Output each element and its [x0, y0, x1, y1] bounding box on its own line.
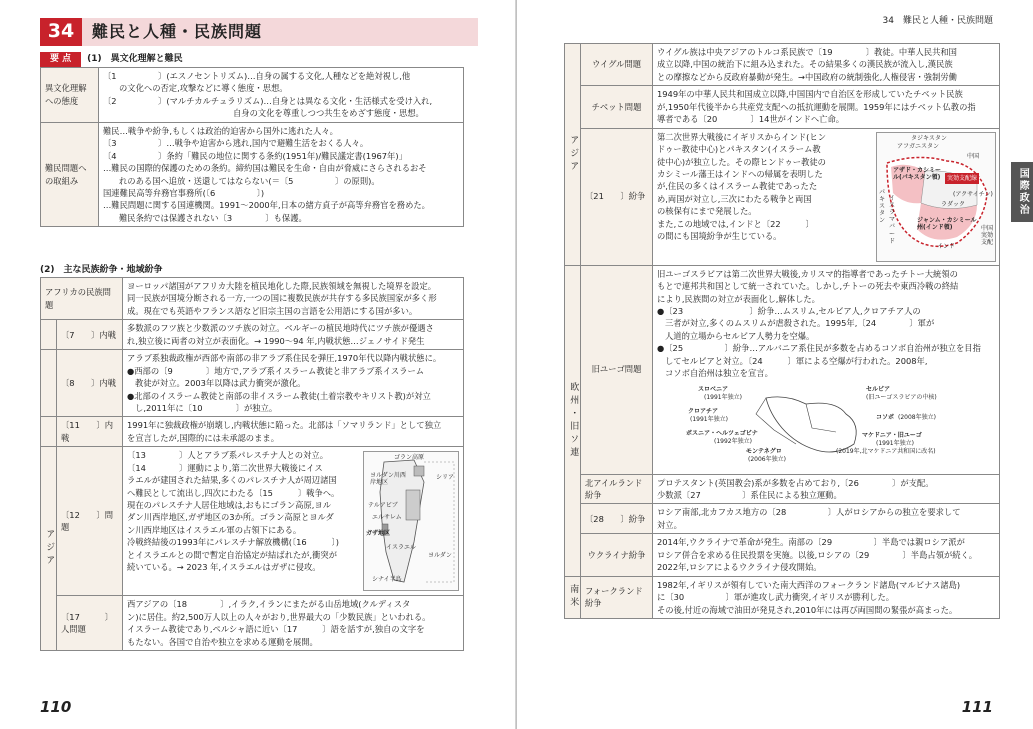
- region-europe: 欧州・旧ソ連: [565, 265, 581, 576]
- section-1-title: (1) 異文化理解と難民: [87, 54, 183, 64]
- row-label: 〔7 〕内戦: [57, 320, 123, 350]
- map-label-macedonia-year: (1991年独立): [876, 439, 914, 447]
- text-line: プロテスタント(英国教会)系が多数を占めており,〔26 〕が支配。: [657, 477, 934, 488]
- row-label: 〔8 〕内戦: [57, 350, 123, 417]
- text-line: ●〔23 〕紛争…ムスリム,セルビア人,クロアチア人の: [657, 305, 921, 316]
- row-label: 〔28 〕紛争: [581, 504, 653, 534]
- row-content: [653, 86, 1000, 128]
- map-label-islamabad: イスラマバード: [889, 194, 896, 245]
- text-line: ウイグル族は中央アジアのトルコ系民族で〔19 〕教徒。中華人民共和国: [657, 47, 957, 57]
- running-header: 34 難民と人種・民族問題: [882, 16, 993, 26]
- text-line: め,両国が対立し,三次にわたる戦争と両国: [657, 193, 812, 204]
- row-label: 旧ユーゴ問題: [581, 265, 653, 474]
- yugoslavia-map: [686, 384, 966, 470]
- text-line: ロシア南部,北カフカス地方の〔28 〕人がロシアからの独立を要求して: [657, 507, 961, 518]
- map-label-jk: ジャンム・カシミール州(インド領): [917, 216, 977, 231]
- row-content: [123, 417, 464, 447]
- row-label: 〔12 〕問題: [57, 447, 123, 596]
- text-line: コソボ自治州は独立を宣言。: [665, 368, 773, 379]
- text-line: アラブ系独裁政権が西部や南部の非アラブ系住民を弾圧,1970年代以降内戦状態に。: [127, 353, 442, 364]
- map-label-slovenia-year: (1991年独立): [704, 393, 742, 401]
- row-content: [123, 278, 464, 320]
- side-tab: 国際政治: [1011, 162, 1033, 222]
- region-asia: アジア: [41, 447, 57, 651]
- map-label-india: インド: [937, 242, 956, 250]
- map-label-serbia-note: (旧ユーゴスラビアの中核): [866, 393, 937, 401]
- map-label-croatia-year: (1991年独立): [690, 415, 728, 423]
- map-label-afghan: アフガニスタン: [897, 142, 939, 150]
- map-label-bosnia-year: (1992年独立): [714, 437, 752, 445]
- table-row: [41, 122, 464, 227]
- text-line: 2014年,ウクライナで革命が発生。南部の〔29 〕半島では親ロシア派が: [657, 537, 965, 548]
- row-content: [653, 128, 1000, 265]
- page-number-right: 111: [961, 698, 993, 717]
- row-label: フォークランド紛争: [581, 576, 653, 618]
- map-label-golan: ゴラン高原: [394, 454, 425, 462]
- text-line: してセルビアと対立。〔24 〕軍による空爆が行われた。2008年,: [665, 355, 928, 366]
- row-label: 〔17 〕人問題: [57, 596, 123, 651]
- text-line: もとで連邦共和国として統一されていた。しかし,チトーの死去や東西冷戦の終結: [657, 281, 959, 292]
- text-line: に〔30 〕軍が進攻し武力衝突,イギリスが勝利した。: [657, 592, 895, 603]
- row-content: [123, 447, 464, 596]
- table-row: [41, 596, 464, 651]
- text-line: 徒中心)が独立した。その際ヒンドゥー教徒の: [657, 156, 826, 167]
- row-content: [653, 474, 1000, 504]
- map-label-jordan: ヨルダン: [428, 552, 452, 560]
- row-label: アフリカの民族問題: [41, 278, 123, 320]
- map-label-sinai: シナイ半島: [372, 576, 402, 584]
- text-line: ラエルが建国された結果,多くのパレスチナ人が周辺諸国: [127, 475, 337, 486]
- text-line: 少数派〔27 〕系住民による独立運動。: [657, 490, 842, 500]
- table-row: [565, 44, 1000, 86]
- map-label-macedonia: マケドニア・旧ユーゴ: [862, 431, 922, 439]
- text-line: が,1950年代後半から共産党支配への抵抗運動を展開。1959年にはチベット仏教の指: [657, 101, 976, 112]
- text-line: 続いている。→ 2023 年,イスラエルはガザに侵攻。: [127, 562, 321, 573]
- map-label-westbank: ヨルダン川西岸地区: [370, 472, 406, 487]
- text-line: れのある国へ追放・送還してはならない(＝〔5 〕の原則)。: [119, 175, 380, 186]
- map-label-tajik: タジキスタン: [911, 134, 947, 142]
- row-label: 異文化理解への態度: [41, 68, 99, 123]
- map-label-syria: シリア: [436, 474, 455, 482]
- row-content: [653, 504, 1000, 534]
- text-line: 〔1 〕(エスノセントリズム)…自身の属する文化,人種などを絶対視し,他: [103, 71, 411, 81]
- text-line: ●北部のイスラーム教徒と南部の非イスラーム教徒(土着宗教やキリスト教)が対立: [127, 390, 431, 401]
- kashmir-map: [876, 132, 996, 262]
- map-label-ladakh: ラダック: [941, 200, 965, 208]
- text-line: ロシア併合を求める住民投票を実施。以後,ロシアの〔29 〕半島占領が続く。: [657, 549, 978, 560]
- text-line: 〔13 〕人とアラブ系パレスチナ人との対立。: [127, 450, 328, 461]
- text-line: 1982年,イギリスが領有していた南大西洋のフォークランド諸島(マルビナス諸島): [657, 579, 961, 590]
- right-page: [517, 0, 1033, 729]
- text-line: ン川西岸地区はイスラエル軍の占領下にある。: [127, 524, 302, 535]
- map-label-bosnia: ボスニア・ヘルツェゴビナ: [686, 429, 758, 437]
- row-content: [653, 44, 1000, 86]
- map-label-pakistan: パキスタン: [879, 188, 886, 225]
- row-content: [653, 534, 1000, 576]
- text-line: 〔2 〕(マルチカルチュラリズム)…自身とは異なる文化・生活様式を受け入れ,: [103, 95, 433, 106]
- text-line: 〔14 〕運動により,第二次世界大戦後にイス: [127, 462, 323, 473]
- row-label: 〔11 〕内戦: [57, 417, 123, 447]
- text-line: 多数派のフツ族と少数派のツチ族の対立。ベルギーの植民地時代にツチ族が優遇さ: [127, 323, 434, 334]
- map-label-montenegro: モンテネグロ: [746, 447, 782, 455]
- text-line: 難民…戦争や紛争,もしくは政治的迫害から国外に逃れた人々。: [103, 125, 338, 136]
- row-content: [99, 122, 464, 227]
- map-label-control: 実効支配線: [947, 174, 978, 182]
- palestine-map: [363, 451, 459, 591]
- text-line: 自身の文化を尊重しつつ共生をめざす態度・思想。: [233, 108, 424, 119]
- row-label: 北アイルランド紛争: [581, 474, 653, 504]
- text-line: また,この地域では,インドと〔22 〕: [657, 218, 814, 229]
- text-line: 成。現在でも英語やフランス語など旧宗主国の言語を公用語にする国が多い。: [127, 305, 418, 316]
- map-label-israel: イスラエル: [386, 544, 416, 552]
- section-1-table: [40, 67, 464, 227]
- text-line: ヨーロッパ諸国がアフリカ大陸を植民地化した際,民族領域を無視した境界を設定。: [127, 281, 437, 291]
- section-2-table: [40, 277, 464, 651]
- text-line: ●〔25 〕紛争…アルバニア系住民が多数を占めるコソボ自治州が独立を目指: [657, 343, 981, 354]
- text-line: れ,独立後に両者の対立が表面化。→ 1990〜94 年,内戦状態…ジェノサイド発生: [127, 335, 425, 346]
- right-table: [564, 43, 1000, 619]
- region-cell: [41, 417, 57, 447]
- map-label-macedonia-note: (2019年,北マケドニア共和国に改名): [836, 447, 936, 455]
- map-label-croatia: クロアチア: [688, 407, 719, 415]
- text-line: カシミール藩王はインドへの帰属を表明した: [657, 168, 823, 179]
- text-line: の文化への否定,攻撃などに導く態度・思想。: [119, 83, 288, 94]
- row-content: [653, 265, 1000, 474]
- text-line: 1991年に独裁政権が崩壊し,内戦状態に陥った。北部は「ソマリランド」として独立: [127, 420, 442, 431]
- text-line: 〔4 〕条約「難民の地位に関する条約(1951年)/難民議定書(1967年)」: [103, 150, 407, 161]
- table-row: [41, 350, 464, 417]
- text-line: …難民問題に関する国連機関。1991〜2000年,日本の緒方貞子が高等弁務官を務めた。: [103, 200, 430, 211]
- text-line: 国連難民高等弁務官事務所(〔6 〕): [103, 187, 265, 198]
- row-label: ウクライナ紛争: [581, 534, 653, 576]
- text-line: との摩擦などから反政府暴動が発生。→中国政府の統制強化,人権侵害・強制労働: [657, 71, 957, 82]
- text-line: 導者である〔20 〕14世がインドへ亡命。: [657, 114, 845, 125]
- chapter-header: [40, 18, 478, 46]
- text-line: 旧ユーゴスラビアは第二次世界大戦後,カリスマ的指導者であったチトー大統領の: [657, 268, 958, 279]
- table-row: [41, 68, 464, 123]
- text-line: 成立以降,中国の統治下に組み込まれた。その結果多くの漢民族が流入し,漢民族: [657, 59, 953, 70]
- chapter-number: 34: [40, 18, 82, 46]
- table-row: [41, 417, 464, 447]
- map-label-telaviv: テルアビブ: [368, 502, 398, 510]
- text-line: 西アジアの〔18 〕,イラク,イランにまたがる山岳地域(クルディスタ: [127, 599, 411, 610]
- row-content: [123, 596, 464, 651]
- text-line: 人道的立場からセルビア人勢力を空爆。: [665, 330, 815, 341]
- table-row: [41, 320, 464, 350]
- text-line: により,民族間の対立が表面化し,解体した。: [657, 293, 820, 304]
- text-line: の核保有にまで発展した。: [657, 206, 757, 217]
- row-label: チベット問題: [581, 86, 653, 128]
- text-line: 同一民族が国境分断される一方,一つの国に複数民族が共存する多民族国家が多く形: [127, 293, 437, 304]
- map-label-serbia: セルビア: [866, 385, 891, 393]
- text-line: 1949年の中華人民共和国成立以降,中国国内で自治区を形成していたチベット民族: [657, 89, 963, 100]
- text-line: 現在のパレスチナ人居住地域は,おもにゴラン高原,ヨル: [127, 500, 332, 510]
- map-label-kosovo: コソボ: [876, 413, 895, 421]
- text-line: 2022年,ロシアによるウクライナ侵攻開始。: [657, 562, 822, 573]
- text-line: ダン川西岸地区,ガザ地区の3か所。ゴラン高原とヨルダ: [127, 512, 334, 523]
- text-line: イスラーム教徒であり,ペルシャ語に近い〔17 〕語を話すが,独自の文字を: [127, 624, 425, 635]
- text-line: の間にも国境紛争が生じている。: [657, 231, 782, 242]
- text-line: へ難民として流出し,四次にわたる〔15 〕戦争へ。: [127, 487, 340, 498]
- text-line: ●西部の〔9 〕地方で,アラブ系イスラーム教徒と非アラブ系イスラーム: [127, 365, 425, 376]
- region-americas: 南米: [565, 576, 581, 618]
- text-line: 第二次世界大戦後にイギリスからインド(ヒン: [657, 131, 827, 142]
- region-asia: アジア: [565, 44, 581, 266]
- text-line: その後,付近の海域で油田が発見され,2010年には再び両国間の緊張が高まった。: [657, 604, 958, 615]
- text-line: 〔3 〕…戦争や迫害から逃れ,国内で避難生活をおくる人々。: [103, 138, 369, 149]
- table-row: [565, 86, 1000, 128]
- text-line: 三者が対立,多くのムスリムが虐殺された。1995年,〔24 〕軍が: [665, 318, 935, 329]
- yoten-badge: 要 点: [40, 52, 81, 67]
- map-label-azad: アザド・カシミール(パキスタン領): [893, 166, 942, 181]
- text-line: を宣言したが,国際的には未承認のまま。: [127, 432, 279, 443]
- chapter-title: 難民と人種・民族問題: [92, 22, 263, 42]
- text-line: もたない。各国で自治や独立を求める運動を展開。: [127, 636, 318, 647]
- section-2-title: (2) 主な民族紛争・地域紛争: [40, 265, 163, 275]
- row-content: [123, 350, 464, 417]
- text-line: とイスラエルとの間で暫定自治協定が結ばれたが,衝突が: [127, 549, 337, 560]
- left-page: [0, 0, 516, 729]
- table-row: [565, 265, 1000, 474]
- row-content: [653, 576, 1000, 618]
- map-label-aksai: (アクサイチン): [953, 190, 993, 198]
- text-line: 難民条約では保護されない〔3 〕も保護。: [119, 212, 307, 223]
- row-label: ウイグル問題: [581, 44, 653, 86]
- text-line: 冷戦終結後の1993年にパレスチナ解放機構(〔16 〕): [127, 537, 339, 548]
- map-label-montenegro-year: (2006年独立): [748, 455, 786, 463]
- table-row: [41, 447, 464, 596]
- table-row: [565, 504, 1000, 534]
- row-content: [99, 68, 464, 123]
- table-row: [41, 278, 464, 320]
- region-cell: [41, 320, 57, 350]
- map-label-slovenia: スロベニア: [698, 385, 729, 393]
- text-line: ドゥー教徒中心)とパキスタン(イスラーム教: [657, 144, 821, 155]
- table-row: [565, 534, 1000, 576]
- text-line: …難民の国際的保護のための条約。締約国は難民を生命・自由が脅威にさらされるおそ: [103, 163, 427, 174]
- text-line: 教徒が対立。2003年以降は武力衝突が激化。: [135, 378, 306, 389]
- table-row: [565, 576, 1000, 618]
- text-line: 対立。: [657, 519, 682, 530]
- row-label: 〔21 〕紛争: [581, 128, 653, 265]
- map-label-jerusalem: エルサレム: [372, 514, 402, 522]
- section-1-header: [40, 52, 183, 67]
- text-line: し,2011年に〔10 〕が独立。: [135, 402, 278, 413]
- map-label-china: 中国: [967, 152, 980, 160]
- region-cell: [41, 350, 57, 417]
- table-row: [565, 474, 1000, 504]
- row-content: [123, 320, 464, 350]
- map-label-claim: 中国実効支配: [981, 224, 994, 246]
- map-label-kosovo-year: (2008年独立): [898, 413, 936, 421]
- text-line: が,住民の多くはイスラーム教徒であったた: [657, 181, 818, 192]
- map-label-gaza: ガザ地区: [366, 530, 391, 538]
- page-number-left: 110: [40, 698, 72, 717]
- row-label: 難民問題への取組み: [41, 122, 99, 227]
- text-line: ン)に居住。約2,500万人以上の人々がおり,世界最大の「少数民族」といわれる。: [127, 611, 431, 622]
- table-row: [565, 128, 1000, 265]
